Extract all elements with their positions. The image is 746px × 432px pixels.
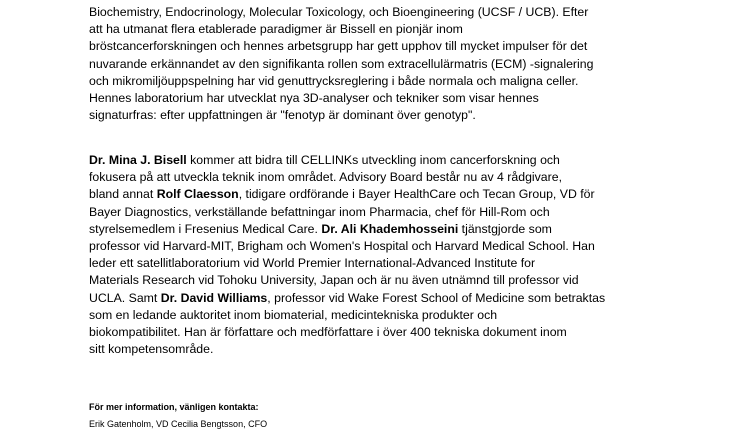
text-line: signaturfras: efter uppfattningen är "fenotyp är dominant över genotyp". <box>89 108 476 123</box>
text-run: UCLA. Samt <box>89 290 161 305</box>
text-line: och mikromiljöuppspelning har vid genuttrycksreglering i både normala och maligna celler. <box>89 73 579 88</box>
text-line: som en ledande auktoritet inom biomaterial, medicintekniska produkter och <box>89 307 498 322</box>
text-line: Biochemistry, Endocrinology, Molecular Toxicology, och Bioengineering (UCSF / UCB). Efter <box>89 5 589 19</box>
contact-names-line <box>89 414 549 429</box>
text-run: styrelsemedlem i Fresenius Medical Care. <box>89 221 322 236</box>
paragraph-bissell-background <box>89 4 709 124</box>
text-line: professor vid Harvard-MIT, Brigham och Women's Hospital och Harvard Medical School. Han <box>89 238 595 253</box>
text-run: kommer att bidra till CELLINKs utveckling inom cancerforskning och <box>186 153 560 167</box>
text-line: sitt kompetensområde. <box>89 342 214 357</box>
text-run: , professor vid Wake Forest School of Medicine som betraktas <box>267 290 606 305</box>
text-line: fokusera på att utveckla teknik inom området. Advisory Board består nu av 4 rådgivare, <box>89 170 562 185</box>
person-name-khademhosseini: Dr. Ali Khademhosseini <box>321 221 459 236</box>
contact-heading: För mer information, vänligen kontakta: <box>89 402 259 412</box>
text-run: bland annat <box>89 187 157 202</box>
text-line: nuvarande erkännandet av den signifikanta rollen som extracellulärmatris (ECM) -signalering <box>89 56 594 71</box>
text-line <box>89 290 605 307</box>
text-line: bröstcancerforskningen och hennes arbetsgrupp har gett upphov till mycket impulser för det <box>89 39 588 54</box>
text-line: Hennes laboratorium har utvecklat nya 3D-analyser och tekniker som visar hennes <box>89 90 539 105</box>
text-line: Materials Research vid Tohoku University, Japan och är nu även utnämnd till professor vid <box>89 273 579 288</box>
person-name-claesson: Rolf Claesson <box>156 187 239 202</box>
text-run: tjänstgjorde som <box>458 221 552 236</box>
text-line <box>89 152 605 169</box>
contact-names-text: Erik Gatenholm, VD Cecilia Bengtsson, CFO <box>89 419 268 429</box>
text-line: Bayer Diagnostics, verkställande befattningar inom Pharmacia, chef för Hill-Rom och <box>89 204 550 219</box>
text-line <box>89 186 605 203</box>
person-name-williams: Dr. David Williams <box>160 290 268 305</box>
text-line <box>89 221 605 238</box>
paragraph-advisory-board <box>89 152 605 358</box>
text-line: biokompatibilitet. Han är författare och medförfattare i över 400 tekniska dokument inom <box>89 324 567 339</box>
text-line: att ha utmanat flera etablerade paradigmer är Bissell en pionjär inom <box>89 22 463 37</box>
text-line: leder ett satellitlaboratorium vid World Premier International-Advanced Institute for <box>89 256 536 271</box>
person-name-bissell: Dr. Mina J. Bisell <box>89 153 187 167</box>
text-run: , tidigare ordförande i Bayer HealthCare och Tecan Group, VD för <box>238 187 595 202</box>
document-page <box>89 4 709 429</box>
